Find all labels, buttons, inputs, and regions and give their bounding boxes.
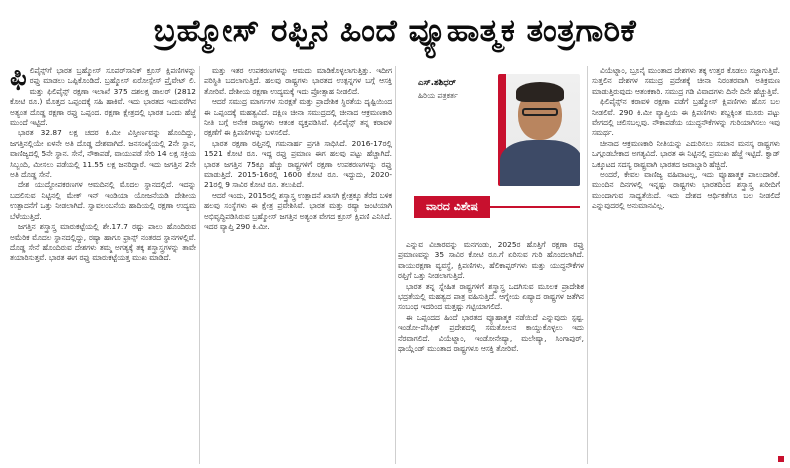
author-name: ಎಸ್.ಶಶಿಧರ್ (418, 78, 457, 88)
paragraph: ಭಾರತ 32.87 ಲಕ್ಷ ಚದರ ಕಿ.ಮೀ ವಿಸ್ತೀರ್ಣವನ್ನು ಹೊಂದಿದ್ದು, ಜಗತ್ತಿನಲ್ಲಿಯೇ ಏಳನೇ ಅತಿ ದೊಡ್ಡ ದೇಶವಾಗಿದೆ. ಜನಸಂಖ್ಯೆಯಲ್ಲಿ 2ನೇ ಸ್ಥಾನ, ವಾಣಿಜ್ಯದಲ್ಲಿ 5ನೇ ಸ್ಥಾನ. ಸೇನೆ, ನೌಕಾಪಡೆ, ವಾಯುಪಡೆ ಸೇರಿ 14 ಲಕ್ಷ ಸಕ್ರಿಯ ಸಿಬ್ಬಂದಿ, ಮೀಸಲು ಪಡೆಯಲ್ಲಿ 11.55 ಲಕ್ಷ ಜನರಿದ್ದಾರೆ. ಇದು ಜಗತ್ತಿನ 2ನೇ ಅತಿ ದೊಡ್ಡ ಸೇನೆ. (10, 128, 196, 180)
paragraph: ಲಿಪೈನ್ಸ್‌ಗೆ ಭಾರತ ಬ್ರಹ್ಮೋಸ್ ಸೂಪರ್‌ಸಾನಿಕ್ ಕ್ರೂಸ್ ಕ್ಷಿಪಣಿಗಳನ್ನು ರಫ್ತು ಮಾಡಲು ಒಪ್ಪಿಕೊಂಡಿದೆ. ಬ್ರಹ್ಮೋಸ್ ಏರೋಸ್ಪೇಸ್ ಪ್ರೈವೇಟ್ ಲಿ. ಮತ್ತು ಫಿಲಿಪೈನ್ಸ್ ರಕ್ಷಣಾ ಇಲಾಖೆ 375 ದಶಲಕ್ಷ ಡಾಲರ್ (2812 ಕೋಟಿ ರೂ.) ಮೊತ್ತದ ಒಪ್ಪಂದಕ್ಕೆ ಸಹಿ ಹಾಕಿವೆ. ಇದು ಭಾರತದ ಇದುವರೆಗಿನ ಅತ್ಯಂತ ದೊಡ್ಡ ರಕ್ಷಣಾ ರಫ್ತು ಒಪ್ಪಂದ. ರಕ್ಷಣಾ ಕ್ಷೇತ್ರದಲ್ಲಿ ಭಾರತ ಒಂದು ಹೆಜ್ಜೆ ಮುಂದೆ ಇಟ್ಟಿದೆ. (10, 66, 196, 128)
column-divider (199, 66, 200, 464)
paragraph: ಚೀನಾದ ಆಕ್ರಮಣಕಾರಿ ನೀತಿಯನ್ನು ಎದುರಿಸಲು ಸಮಾನ ಮನಸ್ಕ ರಾಷ್ಟ್ರಗಳು ಒಗ್ಗೂಡಬೇಕಾದ ಅಗತ್ಯವಿದೆ. ಭಾರತ ಈ ನಿಟ್ಟಿನಲ್ಲಿ ಪ್ರಮುಖ ಹೆಜ್ಜೆ ಇಟ್ಟಿದೆ. ಕ್ವಾಡ್ ಒಕ್ಕೂಟದ ಸದಸ್ಯ ರಾಷ್ಟ್ರವಾಗಿ ಭಾರತದ ಜವಾಬ್ದಾರಿ ಹೆಚ್ಚಿದೆ. (592, 138, 780, 169)
paragraph: ಜಗತ್ತಿನ ಶಸ್ತ್ರಾಸ್ತ್ರ ಮಾರುಕಟ್ಟೆಯಲ್ಲಿ ಶೇ.17.7 ರಷ್ಟು ಪಾಲು ಹೊಂದಿರುವ ಅಮೆರಿಕ ಮೊದಲ ಸ್ಥಾನದಲ್ಲಿದ್ದು, ರಷ್ಯಾ ಹಾಗೂ ಫ್ರಾನ್ಸ್ ನಂತರದ ಸ್ಥಾನಗಳಲ್ಲಿವೆ. ದೊಡ್ಡ ಸೇನೆ ಹೊಂದಿರುವ ದೇಶಗಳು ತಮ್ಮ ಅಗತ್ಯಕ್ಕೆ ತಕ್ಕ ಶಸ್ತ್ರಾಸ್ತ್ರಗಳನ್ನು ತಾವೇ ತಯಾರಿಸುತ್ತವೆ. ಭಾರತ ಈಗ ರಫ್ತು ಮಾರುಕಟ್ಟೆಯತ್ತ ಮುಖ ಮಾಡಿದೆ. (10, 222, 196, 263)
author-photo (498, 74, 580, 186)
paragraph: ಭಾರತ ತನ್ನ ಸ್ನೇಹಿತ ರಾಷ್ಟ್ರಗಳಿಗೆ ಶಸ್ತ್ರಾಸ್ತ್ರ ಒದಗಿಸುವ ಮೂಲಕ ಪ್ರಾದೇಶಿಕ ಭದ್ರತೆಯಲ್ಲಿ ಮಹತ್ವದ ಪಾತ್ರ ವಹಿಸುತ್ತಿದೆ. ಆಗ್ನೇಯ ಏಷ್ಯಾದ ರಾಷ್ಟ್ರಗಳ ಜತೆಗಿನ ಸಂಬಂಧ ಇದರಿಂದ ಮತ್ತಷ್ಟು ಗಟ್ಟಿಯಾಗಲಿದೆ. (398, 281, 584, 312)
article-column-1 (10, 66, 196, 464)
article-headline: ಬ್ರಹ್ಮೋಸ್ ರಫ್ತಿನ ಹಿಂದೆ ವ್ಯೂಹಾತ್ಮಕ ತಂತ್ರಗಾರಿಕೆ (153, 12, 637, 49)
paragraph: ದೇಶ ಯುದ್ಧೋಪಕರಣಗಳ ಆಮದಿನಲ್ಲಿ ಮೊದಲ ಸ್ಥಾನದಲ್ಲಿದೆ. ಇದನ್ನು ಬದಲಿಸುವ ನಿಟ್ಟಿನಲ್ಲಿ ಮೇಕ್ ಇನ್ ಇಂಡಿಯಾ ಯೋಜನೆಯಡಿ ದೇಶೀಯ ಉತ್ಪಾದನೆಗೆ ಒತ್ತು ನೀಡಲಾಗಿದೆ. ಸ್ವಾವಲಂಬನೆಯ ಹಾದಿಯಲ್ಲಿ ರಕ್ಷಣಾ ಉದ್ಯಮ ಬೆಳೆಯುತ್ತಿದೆ. (10, 180, 196, 221)
paragraph: ಈ ಒಪ್ಪಂದದ ಹಿಂದೆ ಭಾರತದ ವ್ಯೂಹಾತ್ಮಕ ನಡೆಯಿದೆ ಎನ್ನುವುದು ಸ್ಪಷ್ಟ. ಇಂಡೋ-ಪೆಸಿಫಿಕ್ ಪ್ರದೇಶದಲ್ಲಿ ಸಮತೋಲನ ಕಾಯ್ದುಕೊಳ್ಳಲು ಇದು ನೆರವಾಗಲಿದೆ. ವಿಯೆಟ್ನಾಂ, ಇಂಡೋನೇಷ್ಯಾ, ಮಲೇಷ್ಯಾ, ಸಿಂಗಾಪುರ್, ಥಾಯ್ಲೆಂಡ್ ಮುಂತಾದ ರಾಷ್ಟ್ರಗಳೂ ಆಸಕ್ತಿ ತೋರಿವೆ. (398, 312, 584, 354)
drop-cap: ಫಿ (10, 66, 27, 92)
article-column-2 (204, 66, 392, 464)
column-divider (395, 66, 396, 464)
section-rule (490, 206, 580, 208)
photo-hair (516, 82, 564, 102)
paragraph: ಆದರೆ ಇಂದು, 2015ರಲ್ಲಿ ಶಸ್ತ್ರಾಸ್ತ್ರ ಉತ್ಪಾದನೆ ಖಾಸಗಿ ಕ್ಷೇತ್ರಕ್ಕೂ ತೆರೆದ ಬಳಿಕ ಹಲವು ಸಂಸ್ಥೆಗಳು ಈ ಕ್ಷೇತ್ರ ಪ್ರವೇಶಿಸಿವೆ. ಭಾರತ ಮತ್ತು ರಷ್ಯಾ ಜಂಟಿಯಾಗಿ ಅಭಿವೃದ್ಧಿಪಡಿಸಿರುವ ಬ್ರಹ್ಮೋಸ್ ಜಗತ್ತಿನ ಅತ್ಯಂತ ವೇಗದ ಕ್ರೂಸ್ ಕ್ಷಿಪಣಿ ಎನಿಸಿದೆ. ಇದರ ವ್ಯಾಪ್ತಿ 290 ಕಿ.ಮೀ. (204, 190, 392, 232)
paragraph: ಆದರೆ ಸಮುದ್ರ ಮಾರ್ಗಗಳ ಸುರಕ್ಷತೆ ಮತ್ತು ಪ್ರಾದೇಶಿಕ ಸ್ಥಿರತೆಯ ದೃಷ್ಟಿಯಿಂದ ಈ ಒಪ್ಪಂದಕ್ಕೆ ಮಹತ್ವವಿದೆ. ದಕ್ಷಿಣ ಚೀನಾ ಸಮುದ್ರದಲ್ಲಿ ಚೀನಾದ ಆಕ್ರಮಣಕಾರಿ ನೀತಿ ಬಗ್ಗೆ ಅನೇಕ ರಾಷ್ಟ್ರಗಳು ಆತಂಕ ವ್ಯಕ್ತಪಡಿಸಿವೆ. ಫಿಲಿಪೈನ್ಸ್ ತನ್ನ ಕರಾವಳಿ ರಕ್ಷಣೆಗೆ ಈ ಕ್ಷಿಪಣಿಗಳನ್ನು ಬಳಸಲಿದೆ. (204, 97, 392, 138)
paragraph: ಅಂದರೆ, ಕೇವಲ ವಾಣಿಜ್ಯ ವಹಿವಾಟಲ್ಲ, ಇದು ವ್ಯೂಹಾತ್ಮಕ ಪಾಲುದಾರಿಕೆ. ಮುಂದಿನ ದಿನಗಳಲ್ಲಿ ಇನ್ನಷ್ಟು ರಾಷ್ಟ್ರಗಳು ಭಾರತದಿಂದ ಶಸ್ತ್ರಾಸ್ತ್ರ ಖರೀದಿಗೆ ಮುಂದಾಗುವ ಸಾಧ್ಯತೆಯಿದೆ. ಇದು ದೇಶದ ಆರ್ಥಿಕತೆಗೂ ಬಲ ನೀಡಲಿದೆ ಎನ್ನುವುದರಲ್ಲಿ ಅನುಮಾನವಿಲ್ಲ. (592, 170, 780, 211)
paragraph: ಎನ್ನುವ ವಿಚಾರವನ್ನು ಮನಗಂಡು, 2025ರ ಹೊತ್ತಿಗೆ ರಕ್ಷಣಾ ರಫ್ತು ಪ್ರಮಾಣವನ್ನು 35 ಸಾವಿರ ಕೋಟಿ ರೂ.ಗೆ ಏರಿಸುವ ಗುರಿ ಹೊಂದಲಾಗಿದೆ. ವಾಯುರಕ್ಷಣಾ ವ್ಯವಸ್ಥೆ, ಕ್ಷಿಪಣಿಗಳು, ಹೆಲಿಕಾಪ್ಟರ್‌ಗಳು ಮತ್ತು ಯುದ್ಧನೌಕೆಗಳ ರಫ್ತಿಗೆ ಒತ್ತು ನೀಡಲಾಗುತ್ತಿದೆ. (398, 240, 584, 281)
article-column-4 (592, 66, 780, 464)
section-tag: ವಾರದ ವಿಶೇಷ (414, 196, 490, 218)
author-role: ಹಿರಿಯ ಪತ್ರಕರ್ತ (418, 91, 458, 100)
article-column-3 (398, 240, 584, 464)
end-marker (778, 456, 784, 462)
author-box (398, 66, 584, 232)
paragraph: ಭಾರತ ರಕ್ಷಣಾ ರಫ್ತಿನಲ್ಲಿ ಗಮನಾರ್ಹ ಪ್ರಗತಿ ಸಾಧಿಸಿದೆ. 2016-17ರಲ್ಲಿ 1521 ಕೋಟಿ ರೂ. ಇದ್ದ ರಫ್ತು ಪ್ರಮಾಣ ಈಗ ಹಲವು ಪಟ್ಟು ಹೆಚ್ಚಾಗಿದೆ. ಭಾರತ ಜಗತ್ತಿನ 75ಕ್ಕೂ ಹೆಚ್ಚು ರಾಷ್ಟ್ರಗಳಿಗೆ ರಕ್ಷಣಾ ಉಪಕರಣಗಳನ್ನು ರಫ್ತು ಮಾಡುತ್ತಿದೆ. 2015-16ರಲ್ಲಿ 1600 ಕೋಟಿ ರೂ. ಇದ್ದುದು, 2020-21ರಲ್ಲಿ 9 ಸಾವಿರ ಕೋಟಿ ರೂ. ತಲುಪಿದೆ. (204, 138, 392, 190)
column-divider (587, 66, 588, 464)
paragraph: ಮತ್ತು ಇತರ ಉಪಕರಣಗಳನ್ನು ಆಮದು ಮಾಡಿಕೊಳ್ಳಲಾಗುತ್ತಿತ್ತು. ಇದೀಗ ಪರಿಸ್ಥಿತಿ ಬದಲಾಗುತ್ತಿದೆ. ಹಲವು ರಾಷ್ಟ್ರಗಳು ಭಾರತದ ಉತ್ಪನ್ನಗಳ ಬಗ್ಗೆ ಆಸಕ್ತಿ ತೋರಿವೆ. ದೇಶೀಯ ರಕ್ಷಣಾ ಉದ್ಯಮಕ್ಕೆ ಇದು ಪ್ರೋತ್ಸಾಹ ನೀಡಲಿದೆ. (204, 66, 392, 96)
paragraph: ವಿಯೆಟ್ನಾಂ, ಬ್ರೂನೈ ಮುಂತಾದ ದೇಶಗಳು ತಕ್ಕ ಉತ್ತರ ಕೊಡಲು ಸಜ್ಜಾಗುತ್ತಿವೆ. ಸುತ್ತಲಿನ ದೇಶಗಳ ಸಮುದ್ರ ಪ್ರದೇಶಕ್ಕೆ ಚೀನಾ ನಿರಂತರವಾಗಿ ಅತಿಕ್ರಮಣ ಮಾಡುತ್ತಿರುವುದು ಆತಂಕಕಾರಿ. ಸಮುದ್ರ ಗಡಿ ವಿವಾದಗಳು ದಿನೇ ದಿನೇ ಹೆಚ್ಚುತ್ತಿವೆ. (592, 66, 780, 96)
photo-shirt (500, 140, 580, 186)
photo-glasses (522, 108, 558, 116)
paragraph: ಫಿಲಿಪೈನ್ಸ್‌ನ ಕರಾವಳಿ ರಕ್ಷಣಾ ಪಡೆಗೆ ಬ್ರಹ್ಮೋಸ್ ಕ್ಷಿಪಣಿಗಳು ಹೊಸ ಬಲ ನೀಡಲಿವೆ. 290 ಕಿ.ಮೀ ವ್ಯಾಪ್ತಿಯ ಈ ಕ್ಷಿಪಣಿಗಳು ಶಬ್ದಕ್ಕಿಂತ ಮೂರು ಪಟ್ಟು ವೇಗದಲ್ಲಿ ಚಲಿಸಬಲ್ಲವು. ನೌಕಾಪಡೆಯ ಯುದ್ಧನೌಕೆಗಳನ್ನು ಗುರಿಯಾಗಿಸಲು ಇವು ಸಮರ್ಥ. (592, 97, 780, 138)
